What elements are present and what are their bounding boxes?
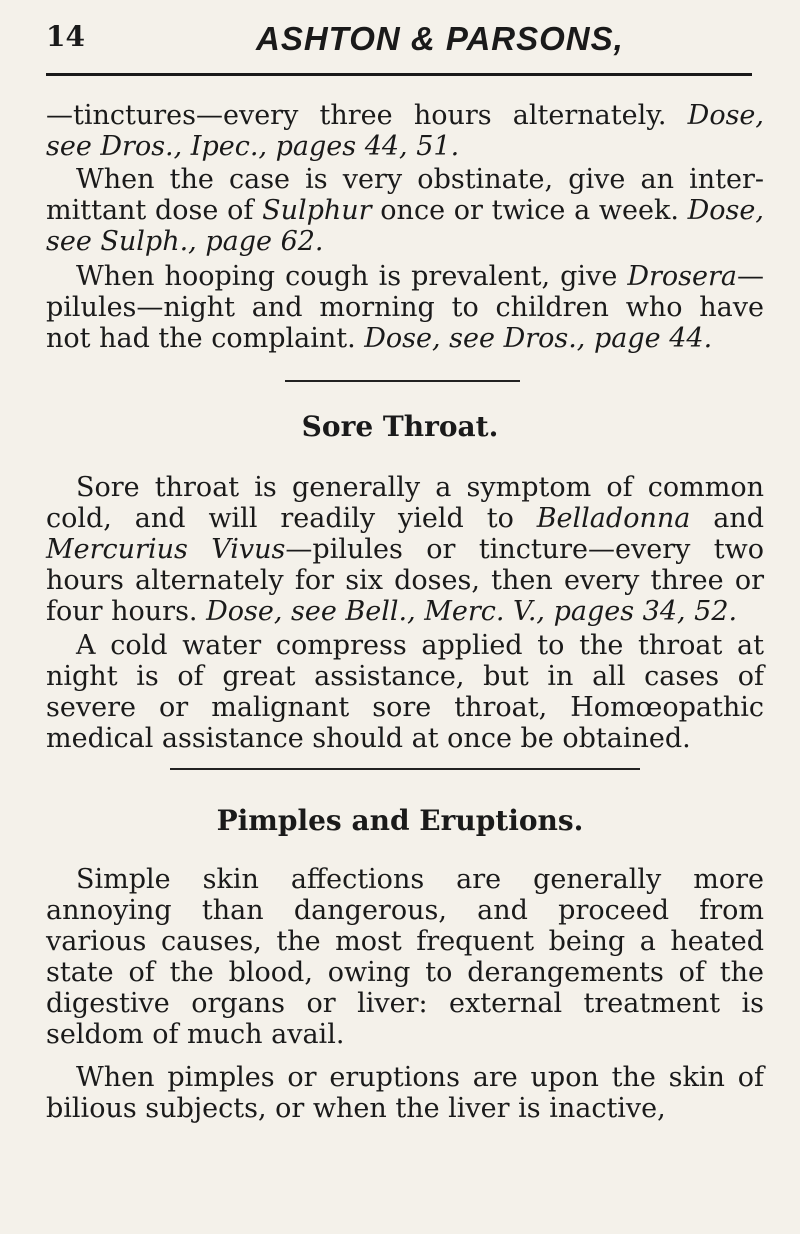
page-numbers: 44.	[660, 323, 713, 354]
page-numbers: 34, 52.	[634, 596, 738, 627]
remedy-name: Sulphur	[262, 195, 372, 226]
text-run: When the case is very obstinate, give an inter-mittant dose of	[46, 164, 764, 226]
paragraph-hooping-cough	[46, 261, 764, 354]
dose-reference: Dose, see Sulph., page	[46, 195, 764, 257]
paragraph-sore-throat	[46, 472, 764, 627]
text-run: —pilules—night and morning to children who have not had the complaint.	[46, 261, 764, 354]
dose-reference: Dose, see Dros., page	[364, 323, 661, 354]
remedy-name: Belladonna	[536, 503, 691, 534]
page-number: 14	[46, 20, 85, 53]
paragraph-text: A cold water compress applied to the throat at night is of great assistance, but in all cases of severe or malignant sore throat, Homœopathic medical assistance should at once be obtained.	[46, 630, 764, 754]
running-head: ASHTON & PARSONS,	[256, 20, 624, 57]
text-run: and	[690, 503, 764, 534]
page-header	[46, 18, 756, 68]
remedy-name: Mercurius Vivus	[46, 534, 286, 565]
paragraph-cold-compress	[46, 630, 764, 754]
text-run: When hooping cough is prevalent, give	[76, 261, 628, 292]
section-divider	[285, 380, 520, 382]
section-divider	[170, 768, 640, 770]
dose-reference: Dose, see Dros., Ipec., pages	[46, 100, 764, 162]
text-run: Sore throat is generally a symptom of common cold, and will readily yield to	[46, 472, 764, 534]
section-heading-sore-throat: Sore Throat.	[301, 410, 499, 443]
section-heading-pimples: Pimples and Eruptions.	[216, 804, 584, 837]
paragraph-obstinate	[46, 164, 764, 257]
paragraph-text: When pimples or eruptions are upon the skin of bilious subjects, or when the liver is inactive,	[46, 1062, 764, 1124]
text-run: —tinctures—every three hours alternately.	[46, 100, 688, 131]
header-rule	[46, 73, 752, 76]
paragraph-tinctures	[46, 100, 764, 162]
text-run: once or twice a week.	[371, 195, 688, 226]
page-numbers: 62.	[271, 226, 324, 257]
remedy-name: Drosera	[627, 261, 737, 292]
page-numbers: 44, 51.	[356, 131, 460, 162]
paragraph-bilious-subjects	[46, 1062, 764, 1124]
paragraph-skin-affections	[46, 864, 764, 1050]
dose-reference: Dose, see Bell., Merc. V., pages	[206, 596, 635, 627]
paragraph-text: Simple skin affections are generally more annoying than dangerous, and proceed from various causes, the most frequent being a heated state of the blood, owing to derangements of the digestive organs or liver: external treatment is seldom of much avail.	[46, 864, 764, 1050]
text-run: —pilules or tincture—every two hours alternately for six doses, then every three or four hours.	[46, 534, 764, 627]
